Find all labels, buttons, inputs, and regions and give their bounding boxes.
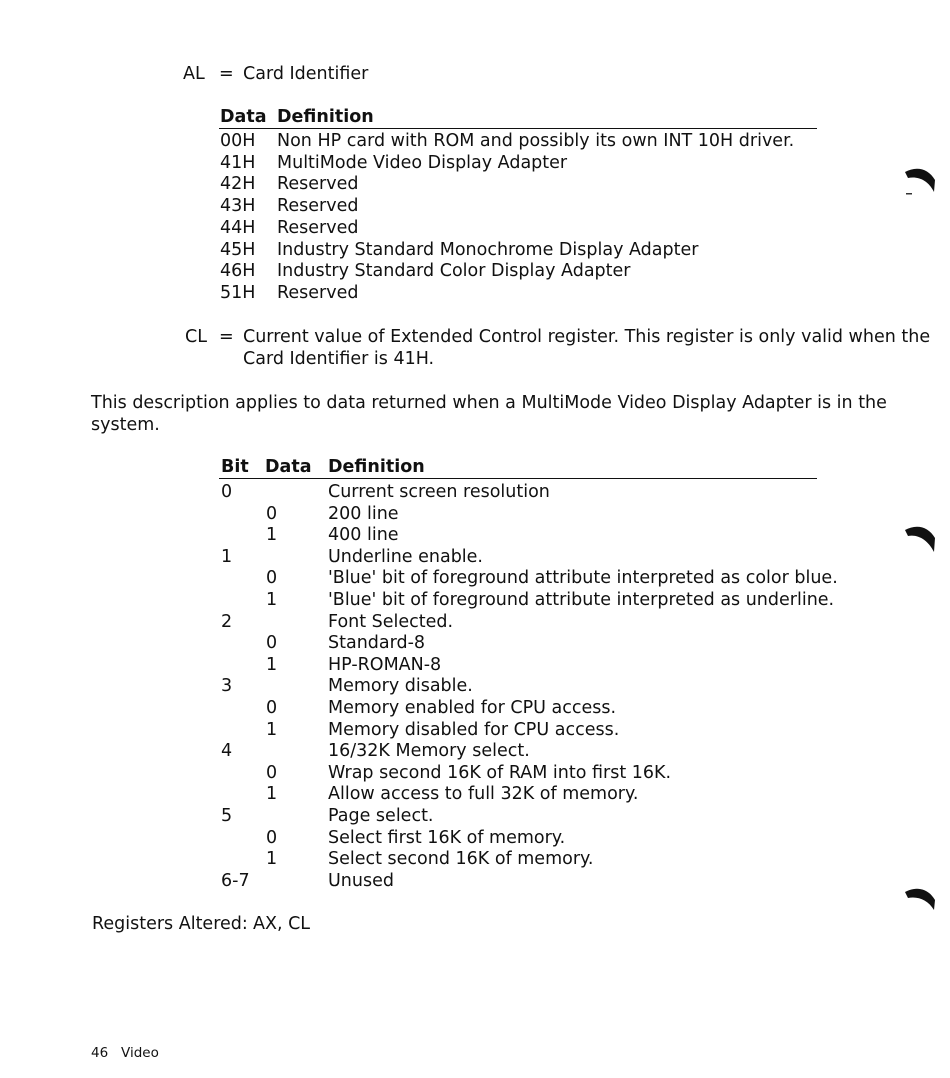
bit-number: 1 (221, 546, 233, 567)
bit-definition: 200 line (328, 503, 399, 524)
bit-table-header-definition: Definition (328, 457, 425, 477)
card-table-header-rule (219, 128, 817, 129)
bit-value: 1 (266, 849, 278, 870)
bit-value: 1 (266, 719, 278, 740)
bit-definition: Memory enabled for CPU access. (328, 698, 617, 718)
bit-value: 0 (266, 633, 278, 654)
card-table-header-data: Data (220, 107, 267, 127)
card-code: 45H (220, 239, 256, 260)
bit-number: 6-7 (221, 870, 250, 891)
card-definition: Non HP card with ROM and possibly its own INT 10H driver. (277, 131, 795, 151)
card-code: 51H (220, 282, 256, 303)
cl-equals: = (219, 327, 234, 347)
bit-definition: Select second 16K of memory. (328, 849, 594, 870)
al-description: Card Identifier (243, 64, 369, 84)
description-line2: system. (91, 415, 160, 435)
bit-definition: HP-ROMAN-8 (328, 654, 442, 675)
bit-definition: Page select. (328, 806, 434, 826)
bit-definition: Standard-8 (328, 633, 426, 654)
bit-number: 3 (221, 676, 233, 697)
registers-altered-label: Registers Altered: (92, 914, 248, 934)
bit-definition: 16/32K Memory select. (328, 741, 530, 762)
card-code: 42H (220, 174, 256, 195)
bit-table-header-data: Data (265, 457, 312, 477)
card-definition: Reserved (277, 217, 359, 238)
bit-value: 1 (266, 784, 278, 805)
bit-value: 1 (266, 590, 278, 610)
bit-value: 0 (266, 503, 278, 524)
bit-number: 4 (221, 741, 233, 762)
bit-definition: 'Blue' bit of foreground attribute interpreted as color blue. (328, 568, 838, 589)
footer-section: Video (121, 1045, 159, 1061)
bit-definition: Select first 16K of memory. (328, 827, 566, 848)
bit-definition: Memory disabled for CPU access. (328, 719, 620, 740)
bit-value: 0 (266, 698, 278, 718)
footer-page-number: 46 (91, 1045, 109, 1061)
bit-definition: Unused (328, 870, 394, 891)
card-code: 44H (220, 217, 256, 238)
card-code: 43H (220, 196, 256, 217)
bit-number: 5 (221, 806, 233, 826)
card-code: 00H (220, 131, 256, 151)
scan-mark-icon (904, 166, 938, 196)
bit-definition: Font Selected. (328, 611, 454, 632)
card-definition: Reserved (277, 196, 359, 217)
bit-value: 1 (266, 654, 278, 675)
bit-value: 0 (266, 762, 278, 783)
card-code: 46H (220, 261, 256, 282)
cl-description-line1: Current value of Extended Control register. This register is only valid when the (243, 327, 931, 347)
bit-number: 2 (221, 611, 233, 632)
bit-definition: Allow access to full 32K of memory. (328, 784, 639, 805)
bit-value: 0 (266, 827, 278, 848)
card-definition: Reserved (277, 282, 359, 303)
cl-description-line2: Card Identifier is 41H. (243, 349, 435, 369)
registers-altered-value: AX, CL (253, 914, 311, 934)
bit-value: 0 (266, 568, 278, 589)
bit-definition: Wrap second 16K of RAM into first 16K. (328, 762, 672, 783)
bit-table-header-bit: Bit (221, 457, 249, 477)
card-definition: Reserved (277, 174, 359, 195)
bit-number: 0 (221, 482, 233, 502)
bit-definition: Underline enable. (328, 546, 483, 567)
bit-definition: Current screen resolution (328, 482, 550, 502)
description-line1: This description applies to data returned when a MultiMode Video Display Adapter is in the (91, 393, 887, 413)
bit-definition: Memory disable. (328, 676, 473, 697)
card-definition: Industry Standard Color Display Adapter (277, 261, 631, 282)
scan-mark-icon (904, 884, 938, 914)
al-register: AL (183, 64, 205, 84)
cl-register: CL (185, 327, 207, 347)
card-definition: Industry Standard Monochrome Display Adapter (277, 239, 699, 260)
al-equals: = (219, 64, 234, 84)
scan-mark-icon (904, 524, 938, 554)
bit-definition: 400 line (328, 525, 399, 546)
card-code: 41H (220, 152, 256, 173)
card-table-header-definition: Definition (277, 107, 374, 127)
bit-value: 1 (266, 525, 278, 546)
bit-definition: 'Blue' bit of foreground attribute interpreted as underline. (328, 590, 835, 610)
bit-table-header-rule (219, 478, 817, 479)
card-definition: MultiMode Video Display Adapter (277, 152, 568, 173)
